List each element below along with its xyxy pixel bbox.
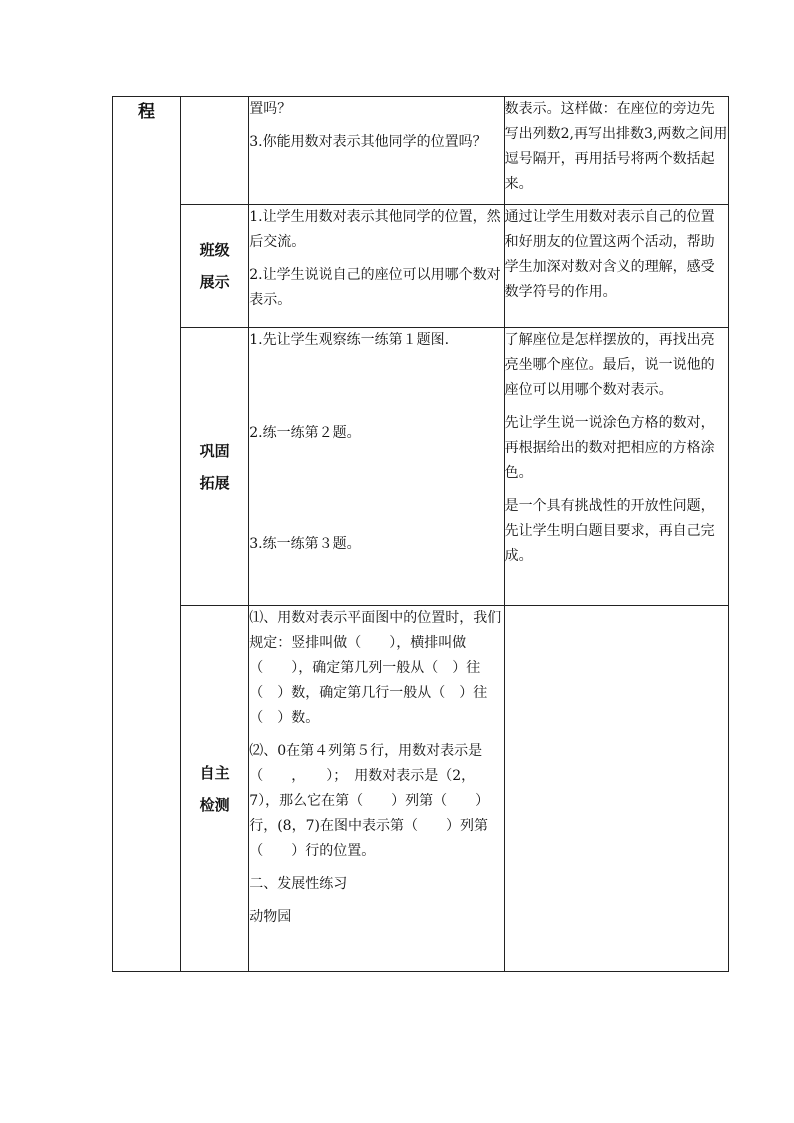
activity-text: 1.让学生用数对表示其他同学的位置，然后交流。 [249,209,501,250]
activity-text: 3.练一练第３题。 [249,536,361,552]
process-label-text: 程 [138,102,156,122]
activity-cell [249,606,504,972]
lesson-plan-table [112,96,729,972]
activity-text: ⑵、0在第４列第５行，用数对表示是（ ， ）； 用数对表示是（2，7），那么它在第（ ）列第（ ）行，(8，7)在图中表示第（ ）列第（ ）行的位置。 [249,743,490,859]
phase-label: 展示 [199,273,230,291]
activity-text: 2.让学生说说自己的座位可以用哪个数对表示。 [249,267,501,308]
phase-cell [181,205,249,328]
phase-label: 自主 [199,763,230,782]
notes-cell [504,328,728,606]
notes-text: 数表示。这样做：在座位的旁边先写出列数2,再写出排数3,两数之间用逗号隔开，再用括号将两个数括起来。 [504,101,728,192]
notes-cell [504,205,728,328]
phase-label: 班级 [199,241,230,259]
notes-cell-empty [504,606,728,972]
notes-cell [504,97,728,205]
phase-label: 巩固 [199,441,230,460]
activity-text: 2.练一练第２题。 [249,425,361,441]
table-row [113,97,729,205]
phase-cell-empty [181,97,249,205]
notes-text: 了解座位是怎样摆放的，再找出亮亮坐哪个座位。最后，说一说他的座位可以用哪个数对表示。 [504,332,715,398]
notes-text: 是一个具有挑战性的开放性问题，先让学生明白题目要求，再自己完成。 [504,498,715,564]
notes-text: 先让学生说一说涂色方格的数对，再根据给出的数对把相应的方格涂色。 [504,415,715,481]
notes-text: 通过让学生用数对表示自己的位置和好朋友的位置这两个活动，帮助学生加深对数对含义的理解，感受数学符号的作用。 [504,209,715,300]
activity-text: 动物园 [249,909,292,925]
activity-text: 1.先让学生观察练一练第１题图. [249,332,450,348]
phase-label: 检测 [199,795,230,814]
activity-text: 置吗？ [249,101,292,117]
activity-cell [249,328,504,606]
activity-cell [249,97,504,205]
phase-label: 拓展 [199,473,230,492]
phase-cell [181,606,249,972]
table-row [113,606,729,972]
activity-text: 二、发展性练习 [249,876,348,892]
phase-cell [181,328,249,606]
activity-text: ⑴、用数对表示平面图中的位置时，我们规定：竖排叫做（ ），横排叫做（ ），确定第几列一般从（ ）往（ ）数，确定第几行一般从（ ）往（ ）数。 [249,610,502,726]
activity-cell [249,205,504,328]
process-label [113,97,181,972]
table-row [113,328,729,606]
activity-text: 3.你能用数对表示其他同学的位置吗？ [249,134,487,150]
table-row [113,205,729,328]
